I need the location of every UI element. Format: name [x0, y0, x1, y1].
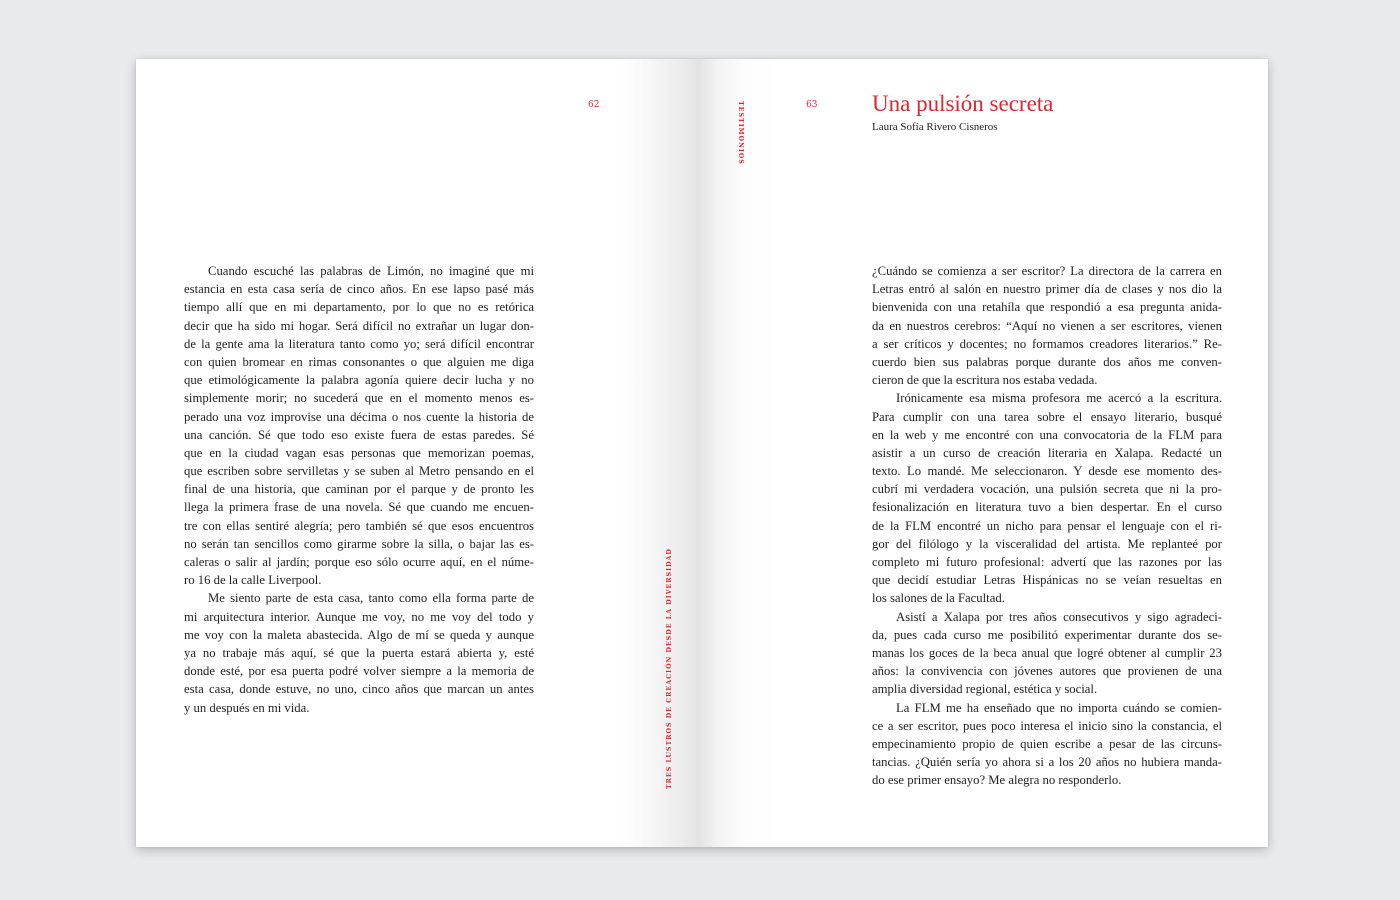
text-line: caleras o salir al jardín; porque eso sólo ocurre aquí, en el núme-: [184, 555, 534, 569]
text-line: tiempo allí que en mi departamento, por lo que no es retórica: [184, 300, 534, 315]
text-line: de la FLM encontré un nicho para pensar el lenguaje con el ri-: [872, 518, 1222, 533]
text-line: La FLM me ha enseñado que no importa cuándo se comien-: [896, 700, 1222, 715]
text-line: final de una historia, que caminan por el parque y de pronto les: [184, 482, 534, 497]
text-line: decir que ha sido mi hogar. Será difícil no extrañar un lugar don-: [184, 318, 534, 333]
running-head-left: TRES LUSTROS DE CREACIÓN DESDE LA DIVERSIDAD: [666, 548, 673, 789]
text-line: Cuando escuché las palabras de Limón, no imaginé que mi: [208, 264, 534, 278]
text-line: simplemente morir; no sucederá que en el momento menos es-: [184, 391, 534, 406]
text-line: de la gente ama la literatura tanto como yo; será difícil encontrar: [184, 336, 534, 351]
text-line: completo mi futuro profesional: advertí que las razones por las: [872, 555, 1222, 569]
text-line: Letras entró al salón en nuestro primer día de clases y nos dio la: [872, 282, 1222, 297]
text-line: manas los goces de la beca anual que logré obtener al cumplir 23: [872, 645, 1222, 660]
paragraph: [184, 262, 534, 589]
text-line: bienvenida con una retahíla que respondió a esa pregunta anida-: [872, 300, 1222, 315]
left-page: [136, 59, 700, 847]
text-line: da, pues cada curso me posibilitó experimentar durante dos se-: [872, 627, 1222, 642]
text-line: los salones de la Facultad.: [872, 591, 1005, 606]
text-line: mi arquitectura interior. Aunque me voy, no me voy del todo y: [184, 609, 534, 624]
paragraph: [872, 262, 1222, 389]
paragraph: [872, 608, 1222, 699]
text-line: una canción. Sé que todo eso existe fuera de estas paredes. Sé: [184, 427, 534, 442]
right-page-body: [872, 262, 1222, 789]
text-line: a ser críticos y docentes; no formamos creadores literarios.” Re-: [872, 336, 1222, 351]
text-line: Asistí a Xalapa por tres años consecutivos y sigo agradeci-: [896, 609, 1222, 624]
text-line: no serán tan sencillos como girarme sobre la silla, o bajar las es-: [184, 536, 534, 551]
text-line: que en la ciudad vagan esas personas que memorizan poemas,: [184, 445, 534, 460]
book-spread: [136, 59, 1268, 847]
text-line: cubrí mi verdadera vocación, una pulsión secreta que ni la pro-: [872, 482, 1222, 497]
text-line: ro 16 de la calle Liverpool.: [184, 573, 322, 588]
text-line: y un después en mi vida.: [184, 700, 310, 715]
text-line: amplia diversidad regional, estética y social.: [872, 682, 1098, 697]
text-line: cieron de que la escritura nos estaba vedada.: [872, 373, 1098, 388]
paragraph: [872, 699, 1222, 790]
paragraph: [872, 389, 1222, 607]
text-line: fesionalización en literatura tuvo a bien despertar. En el curso: [872, 500, 1222, 515]
text-line: con quien bromear en rimas consonantes o que alguien me diga: [184, 354, 534, 369]
text-line: años: la convivencia con jóvenes autores que provienen de una: [872, 664, 1222, 679]
text-line: llega la primera frase de una novela. Sé que cuando me encuen-: [184, 500, 534, 515]
text-line: que decidí estudiar Letras Hispánicas no se veían resueltas en: [872, 573, 1222, 588]
text-line: Irónicamente esa misma profesora me acercó a la escritura.: [896, 391, 1222, 406]
text-line: empecinamiento propio de quien escribe a pesar de las circuns-: [872, 736, 1222, 751]
left-page-body: [184, 262, 534, 717]
text-line: estancia en esta casa sería de cinco años. En ese lapso pasé más: [184, 282, 534, 297]
text-line: perado una voz improvise una décima o nos cuente la historia de: [184, 409, 534, 424]
text-line: do ese primer ensayo? Me alegra no responderlo.: [872, 773, 1122, 788]
text-line: donde esté, por esa puerta podré volver siempre a la memoria de: [184, 664, 534, 679]
text-line: ¿Cuándo se comienza a ser escritor? La directora de la carrera en: [872, 264, 1222, 278]
text-line: ya no trabaje más aquí, sé que la puerta estará abierta y, esté: [184, 645, 534, 660]
text-line: que escriben sobre servilletas y se suben al Metro pensando en el: [184, 464, 534, 479]
text-line: esta casa, donde estuve, no uno, cinco años que marcan un antes: [184, 682, 534, 697]
text-line: ce a ser escritor, pues poco interesa el inicio sino la constancia, el: [872, 718, 1222, 733]
text-line: Para cumplir con una tarea sobre el ensayo literario, busqué: [872, 409, 1222, 424]
right-page: [700, 59, 1268, 847]
right-page-number: 63: [806, 100, 818, 110]
paragraph: [184, 589, 534, 716]
text-line: cuerdo bien sus palabras porque durante dos años me conven-: [872, 354, 1222, 369]
text-line: Me siento parte de esta casa, tanto como ella forma parte de: [208, 591, 534, 606]
text-line: da en nuestros cerebros: “Aquí no vienen a ser escritores, vienen: [872, 318, 1222, 333]
text-line: texto. Lo mandé. Me seleccionaron. Y desde ese momento des-: [872, 464, 1222, 479]
chapter-author: Laura Sofía Rivero Cisneros: [872, 121, 998, 133]
left-page-number: 62: [588, 100, 600, 110]
text-line: en la web y me encontré con una convocatoria de la FLM para: [872, 427, 1222, 442]
text-line: que etimológicamente la palabra agonía quiere decir lucha y no: [184, 373, 534, 388]
running-head-right: TESTIMONIOS: [737, 101, 744, 165]
text-line: me voy con la maleta abastecida. Algo de mí se queda y aunque: [184, 627, 534, 642]
chapter-title: Una pulsión secreta: [872, 91, 1054, 116]
text-line: gor del filólogo y la visceralidad del artista. Me replanteé por: [872, 536, 1222, 551]
text-line: asistir a un curso de creación literaria en Xalapa. Redacté un: [872, 445, 1222, 460]
text-line: tre con ellas sentiré alegría; pero también sé que esos encuentros: [184, 518, 534, 533]
text-line: tancias. ¿Quién sería yo ahora si a los 20 años no hubiera manda-: [872, 755, 1222, 770]
